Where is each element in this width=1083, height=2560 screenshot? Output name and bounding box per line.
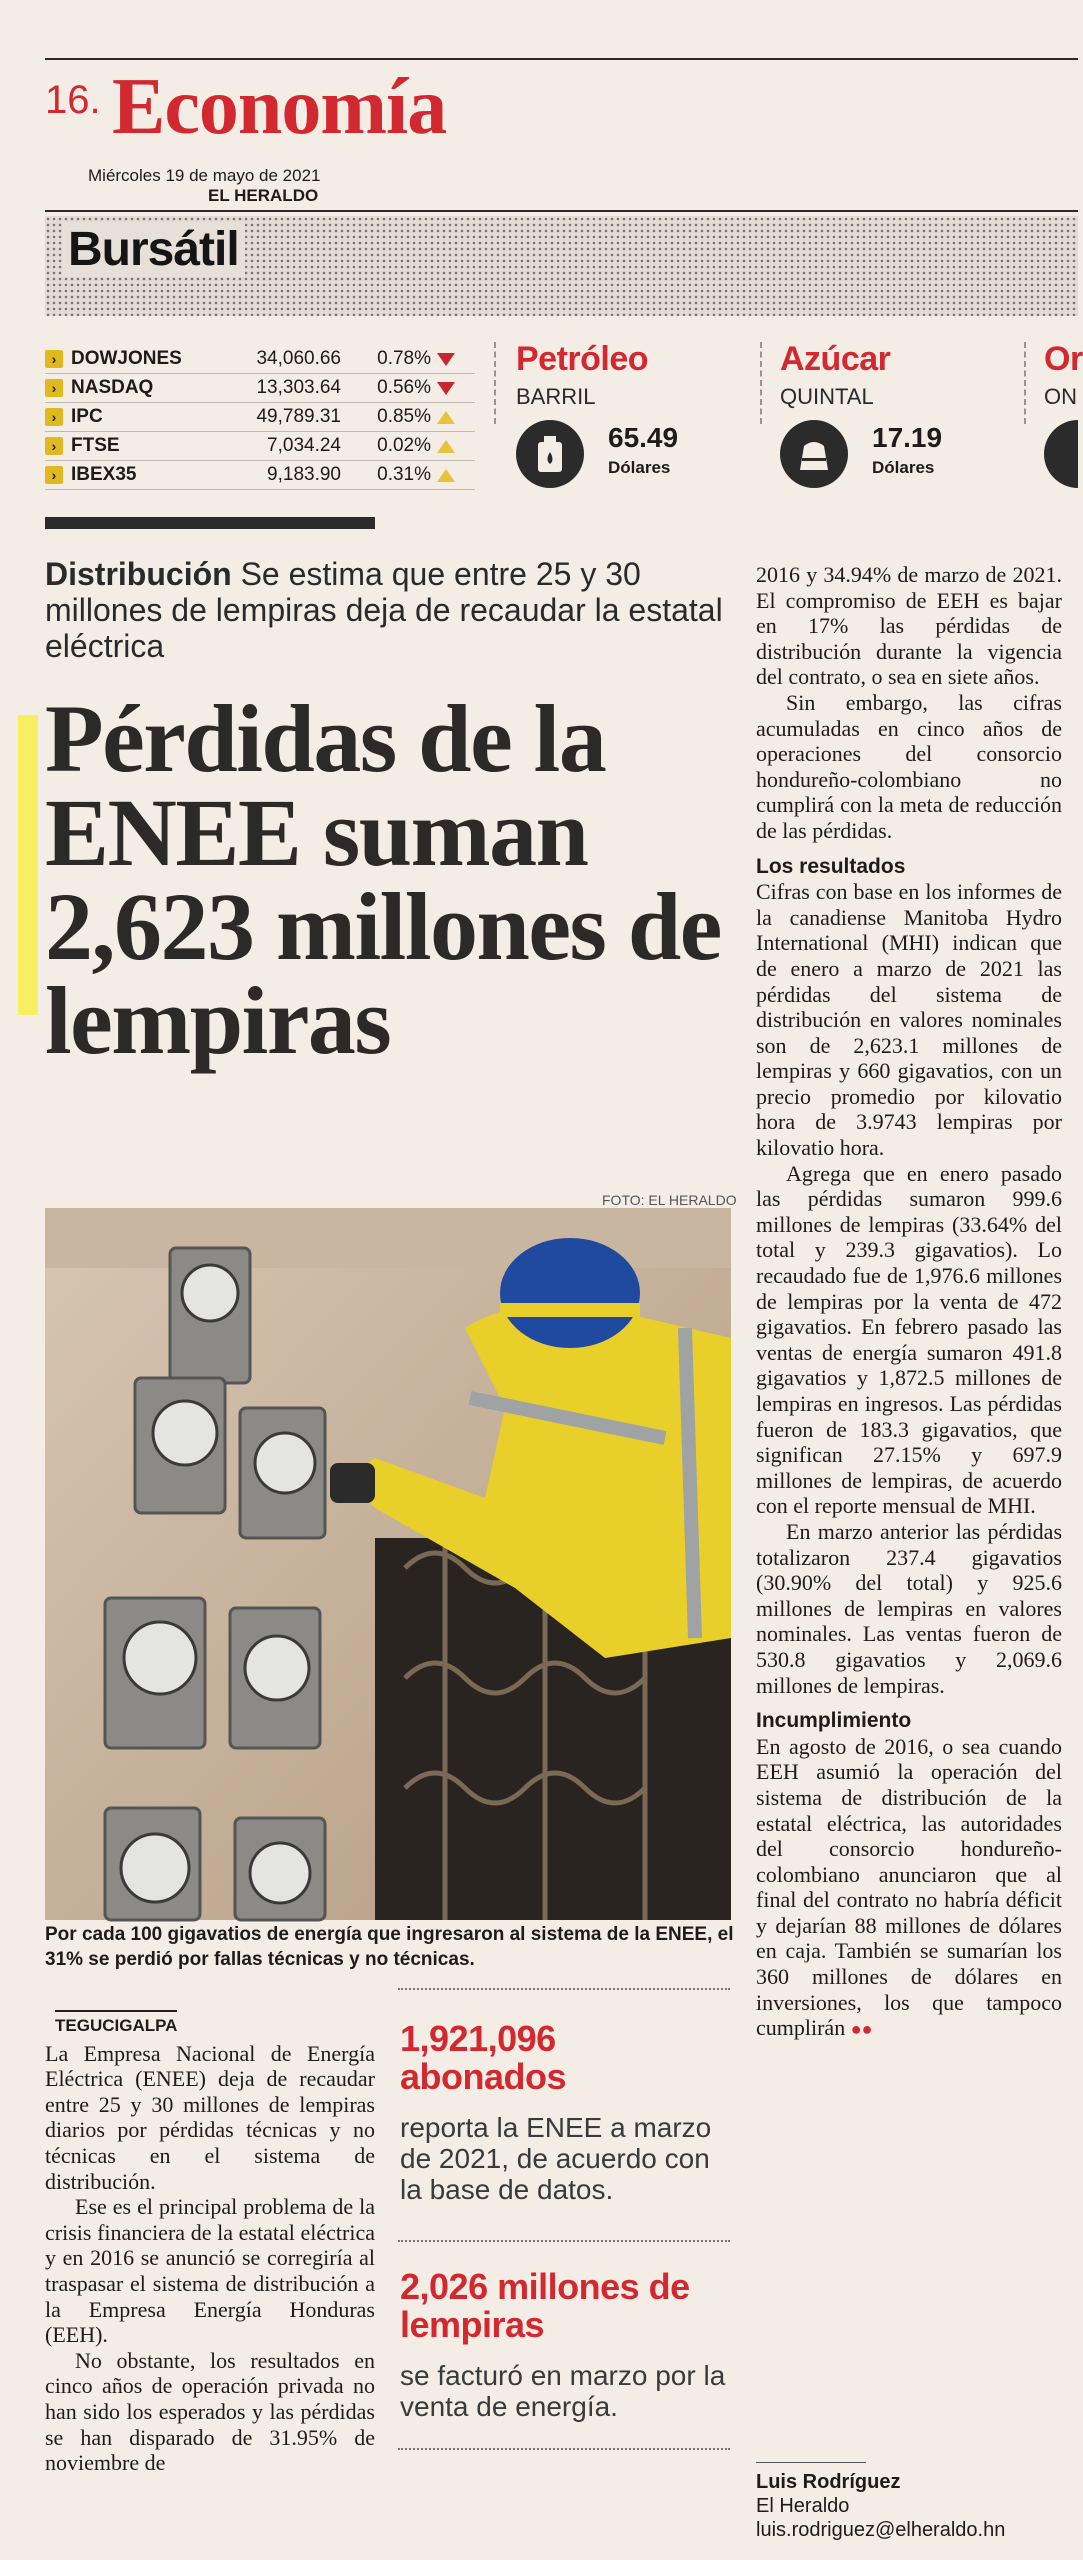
market-change: 0.56% (377, 377, 431, 398)
chevron-right-icon: › (45, 437, 63, 455)
top-rule (45, 58, 1078, 60)
byline-rule (756, 2462, 866, 2463)
paragraph: 2016 y 34.94% de marzo de 2021. El compromiso de EEH es bajar en 17% las pérdidas de distribución durante la vigencia del contrato, o sea en siete años. (756, 562, 1062, 690)
stat-description: se facturó en marzo por la venta de energía. (400, 2360, 726, 2422)
market-row (45, 374, 475, 403)
market-value: 49,789.31 (256, 406, 341, 427)
divider (1024, 342, 1026, 424)
market-value: 9,183.90 (267, 464, 341, 485)
section-title: Economía (112, 63, 447, 151)
triangle-down-icon (437, 382, 455, 395)
author-email: luis.rodriguez@elheraldo.hn (756, 2519, 1006, 2541)
paragraph: Agrega que en enero pasado las pérdidas sumaron 999.6 millones de lempiras (33.64% del total y 239.3 gigavatios). Lo recaudado fue de 1,976.6 millones de lempiras por la venta de 472 gigavatios. En febrero pasado las ventas de energía sumaron 491.8 gigavatios y 1,872.5 millones de lempiras en ingresos. Las pérdidas fueron de 183.3 gigavatios, que significan 27.15% y 697.9 millones de lempiras, de acuerdo con el reporte mensual de MHI. (756, 1160, 1062, 1519)
market-value: 13,303.64 (256, 377, 341, 398)
oil-can-icon (516, 420, 584, 488)
paragraph: En marzo anterior las pérdidas totalizaron 237.4 gigavatios (30.90% del total) y 925.6 millones de lempiras en valores nominales. Las ventas fueron de 530.8 gigavatios y 2,069.6 millones de lempiras. (756, 1518, 1062, 1698)
photo-caption: Por cada 100 gigavatios de energía que ingresaron al sistema de la ENEE, el 31% se perdió por fallas técnicas y no técnicas. (45, 1924, 734, 1970)
author-outlet: El Heraldo (756, 2495, 850, 2517)
paragraph: No obstante, los resultados en cinco años de operación privada no han sido los esperados y las pérdidas se han disparado de 31.95% de noviembre de (45, 2347, 375, 2476)
stat-box (400, 2268, 730, 2422)
article-column-left (45, 2010, 375, 2476)
triangle-down-icon (437, 353, 455, 366)
market-value: 7,034.24 (267, 435, 341, 456)
paragraph (756, 1734, 1062, 2043)
article-photo (45, 1208, 731, 1920)
market-name: DOWJONES (71, 348, 182, 369)
subheading: Los resultados (756, 854, 906, 878)
stat-description: reporta la ENEE a marzo de 2021, de acuerdo con la base de datos. (400, 2112, 712, 2205)
petroleo-value: 65.49 (608, 422, 679, 453)
market-row (45, 461, 475, 490)
oro-unit: ON (1044, 384, 1077, 409)
divider (494, 342, 496, 424)
azucar-unit: QUINTAL (780, 384, 874, 409)
triangle-up-icon (437, 469, 455, 482)
market-row (45, 345, 475, 374)
end-mark: ●● (850, 2019, 873, 2040)
petroleo-currency: Dólares (608, 458, 671, 477)
market-row (45, 432, 475, 461)
author-name: Luis Rodríguez (756, 2471, 901, 2493)
final-paragraph-text: En agosto de 2016, o sea cuando EEH asumió la operación del sistema de distribución de la estatal eléctrica, las autoridades del consorcio hondureño-colombiano anunciaron que al final del contrato no habría déficit y dejarían 88 millones de dólares en caja. También se sumarían los 360 millones de dólares en inversiones, los que tampoco cumplirán (756, 1733, 1062, 2041)
stat-number: 2,026 millones de lempiras (400, 2266, 690, 2345)
sugar-sack-icon (780, 420, 848, 488)
stat-divider (398, 2240, 730, 2242)
stat-box (400, 2020, 730, 2205)
market-table (45, 345, 475, 490)
page-number: 16. (45, 78, 101, 122)
kicker-text: Se estima que entre 25 y 30 millones de lempiras deja de recaudar la estatal eléctrica (45, 556, 723, 664)
paragraph: Sin embargo, las cifras acumuladas en cinco años de operaciones del consorcio hondureño-colombiano no cumplirá con la meta de reducción de las pérdidas. (756, 689, 1062, 843)
market-name: IPC (71, 406, 103, 427)
azucar-currency: Dólares (872, 458, 935, 477)
header-rule (45, 210, 1078, 212)
market-name: IBEX35 (71, 464, 137, 485)
stat-divider (398, 1988, 730, 1990)
issue-date: Miércoles 19 de mayo de 2021 (88, 166, 321, 185)
triangle-up-icon (437, 411, 455, 424)
market-name: NASDAQ (71, 377, 154, 398)
market-change: 0.31% (377, 464, 431, 485)
azucar-value: 17.19 (872, 422, 943, 453)
oro-title: Or (1044, 340, 1083, 378)
petroleo-unit: BARRIL (516, 384, 596, 409)
market-change: 0.85% (377, 406, 431, 427)
chevron-right-icon: › (45, 466, 63, 484)
highlighter-mark (18, 715, 38, 1015)
article-column-right (756, 562, 1062, 2043)
section-rule (45, 517, 375, 529)
market-change: 0.78% (377, 348, 431, 369)
article-headline: Pérdidas de la ENEE suman 2,623 millones de lempiras (45, 685, 721, 1074)
subheading: Incumplimiento (756, 1709, 912, 1733)
market-change: 0.02% (377, 435, 431, 456)
photo-credit: FOTO: EL HERALDO (602, 1192, 737, 1208)
market-name: FTSE (71, 435, 120, 456)
market-value: 34,060.66 (256, 348, 341, 369)
paragraph: La Empresa Nacional de Energía Eléctrica (ENEE) deja de recaudar entre 25 y 30 millones de lempiras diarios por pérdidas técnicas y no técnicas en el sistema de distribución. (45, 2040, 375, 2194)
paragraph: Cifras con base en los informes de la canadiense Manitoba Hydro International (MHI) indican que de enero a marzo de 2021 las pérdidas del sistema de distribución en valores nominales son de 2,623.1 millones de lempiras y 660 gigavatios, con un precio promedio por kilovatio hora de 3.9743 lempiras por kilovatio hora. (756, 879, 1062, 1161)
kicker-label: Distribución (45, 556, 232, 592)
dateline: TEGUCIGALPA (55, 2010, 177, 2039)
bursatil-title: Bursátil (62, 222, 245, 277)
byline (756, 2470, 1005, 2542)
divider (760, 342, 762, 424)
paragraph: Ese es el principal problema de la crisis financiera de la estatal eléctrica y en 2016 se anunció se corregiría al traspasar el sistema de distribución a la Empresa Energía Honduras (EEH). (45, 2194, 375, 2348)
article-kicker (45, 556, 735, 664)
chevron-right-icon: › (45, 408, 63, 426)
chevron-right-icon: › (45, 379, 63, 397)
petroleo-title: Petróleo (516, 340, 649, 378)
stat-divider (398, 2448, 730, 2450)
triangle-up-icon (437, 440, 455, 453)
market-row (45, 403, 475, 432)
azucar-title: Azúcar (780, 340, 891, 378)
stat-number: 1,921,096 abonados (400, 2018, 567, 2097)
gold-icon (1044, 420, 1078, 488)
publication-name: EL HERALDO (208, 186, 319, 205)
chevron-right-icon: › (45, 350, 63, 368)
